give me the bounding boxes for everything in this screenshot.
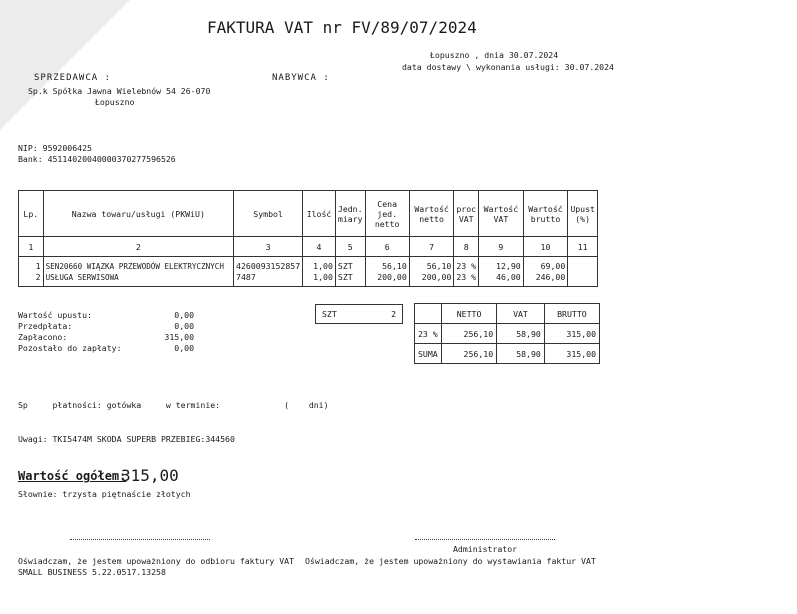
vat-total-label: SUMA [415, 344, 442, 364]
table-row-qty: 1,00 [313, 260, 333, 271]
col-header: Wartość VAT [479, 191, 524, 237]
paid-row [18, 332, 194, 343]
cell-symbol [234, 257, 303, 287]
left-signature-line [70, 539, 210, 540]
col-number: 4 [303, 237, 336, 257]
col-number: 9 [479, 237, 524, 257]
cell-price [365, 257, 409, 287]
table-row-qty: 1,00 [313, 271, 333, 282]
items-header-row [19, 191, 598, 237]
vat-total-row [415, 344, 600, 364]
table-row-rate: 23 % [456, 260, 477, 271]
table-row-vat: 46,00 [496, 271, 521, 282]
advance-row [18, 321, 194, 332]
cell-vat [479, 257, 524, 287]
cell-unit [335, 257, 365, 287]
discount-row [18, 310, 194, 321]
delivery-date-line: data dostawy \ wykonania usługi: 30.07.2024 [402, 62, 614, 72]
table-row-price: 56,10 [382, 260, 407, 271]
left-signature-text: Oświadczam, że jestem upoważniony do odbioru faktury VAT [18, 556, 295, 566]
table-row-rate: 23 % [456, 271, 477, 282]
cell-qty [303, 257, 336, 287]
total-label: Wartość ogółem: [18, 469, 127, 483]
col-header: Nazwa towaru/usługi (PKWiU) [43, 191, 233, 237]
cell-gross [523, 257, 568, 287]
vat-total-net: 256,10 [442, 344, 497, 364]
software-footer: SMALL BUSINESS 5.22.0517.13258 [18, 567, 166, 577]
unit-summary-box [315, 304, 403, 324]
advance-label: Przedpłata: [18, 321, 73, 331]
table-row-name: USŁUGA SERWISOWA [45, 272, 119, 282]
col-number: 10 [523, 237, 568, 257]
items-body-row [19, 257, 598, 287]
table-row-gross: 246,00 [535, 271, 566, 282]
remaining-value: 0,00 [174, 343, 194, 353]
table-row-price: 200,00 [377, 271, 407, 282]
col-header: Wartość brutto [523, 191, 568, 237]
vat-total-gross: 315,00 [544, 344, 599, 364]
place-date-line: Łopuszno , dnia 30.07.2024 [430, 50, 559, 60]
payment-method: Sp płatności: gotówka w terminie: ( dni) [18, 400, 329, 410]
vat-row-gross: 315,00 [544, 324, 599, 344]
vat-row-label: 23 % [415, 324, 442, 344]
vat-row-net: 256,10 [442, 324, 497, 344]
table-row-name: SEN20660 WIĄZKA PRZEWODÓW ELEKTRYCZNYCH [45, 261, 224, 271]
cell-lp [19, 257, 44, 287]
cell-name [43, 257, 233, 287]
vat-total-vat: 58,90 [497, 344, 545, 364]
right-signature-name: Administrator [453, 544, 518, 554]
seller-nip: NIP: 9592006425 [18, 143, 92, 153]
advance-value: 0,00 [174, 321, 194, 331]
cell-discount [568, 257, 598, 287]
folded-corner [0, 0, 130, 130]
vat-summary-table [414, 303, 600, 364]
vat-header-vat: VAT [497, 304, 545, 324]
paid-label: Zapłacono: [18, 332, 68, 342]
buyer-label: NABYWCA : [272, 73, 330, 83]
col-number: 5 [335, 237, 365, 257]
unit-summary-unit: SZT [322, 309, 337, 319]
paid-value: 315,00 [164, 332, 194, 342]
items-number-row [19, 237, 598, 257]
items-table [18, 190, 598, 287]
table-row-symbol: 7487 [236, 271, 256, 282]
col-number: 1 [19, 237, 44, 257]
col-number: 3 [234, 237, 303, 257]
col-header: Cena jed. netto [365, 191, 409, 237]
col-header: Ilość [303, 191, 336, 237]
table-row-unit: SZT [337, 260, 353, 271]
total-words: Słownie: trzysta piętnaście złotych [18, 489, 191, 499]
table-row-net: 200,00 [421, 271, 452, 282]
seller-label: SPRZEDAWCA : [34, 73, 112, 83]
table-row-lp: 2 [35, 271, 41, 282]
unit-summary-count: 2 [391, 309, 396, 319]
col-header: Lp. [19, 191, 44, 237]
vat-header-net: NETTO [442, 304, 497, 324]
col-header: Jedn. miary [335, 191, 365, 237]
vat-row [415, 324, 600, 344]
table-row-unit: SZT [337, 271, 353, 282]
col-header: Upust (%) [568, 191, 598, 237]
col-number: 8 [454, 237, 479, 257]
seller-city: Łopuszno [95, 97, 135, 107]
table-row-gross: 69,00 [540, 260, 566, 271]
discount-value: 0,00 [174, 310, 194, 320]
notes: Uwagi: TKI5474M SKODA SUPERB PRZEBIEG:344560 [18, 434, 235, 444]
right-signature-line [415, 539, 555, 540]
seller-bank: Bank: 45114020040000370277596526 [18, 154, 176, 164]
col-header: Symbol [234, 191, 303, 237]
invoice-title: FAKTURA VAT nr FV/89/07/2024 [207, 18, 477, 37]
col-number: 6 [365, 237, 409, 257]
vat-header-row [415, 304, 600, 324]
table-row-vat: 12,90 [496, 260, 521, 271]
col-number: 2 [43, 237, 233, 257]
cell-net [409, 257, 454, 287]
col-header: proc VAT [454, 191, 479, 237]
right-signature-text: Oświadczam, że jestem upoważniony do wystawiania faktur VAT [305, 556, 596, 566]
remaining-label: Pozostało do zapłaty: [18, 343, 122, 353]
vat-row-vat: 58,90 [497, 324, 545, 344]
payment-summary [18, 310, 194, 354]
col-header: Wartość netto [409, 191, 454, 237]
col-number: 11 [568, 237, 598, 257]
cell-rate [454, 257, 479, 287]
col-number: 7 [409, 237, 454, 257]
seller-name: Sp.k Spółka Jawna Wielebnów 54 26-070 [28, 86, 211, 96]
discount-label: Wartość upustu: [18, 310, 92, 320]
total-value: 315,00 [121, 466, 179, 485]
remaining-row [18, 343, 194, 354]
table-row-net: 56,10 [426, 260, 452, 271]
table-row-lp: 1 [35, 260, 41, 271]
vat-header-gross: BRUTTO [544, 304, 599, 324]
table-row-symbol: 4260093152857 [236, 260, 301, 271]
vat-header-blank [415, 304, 442, 324]
